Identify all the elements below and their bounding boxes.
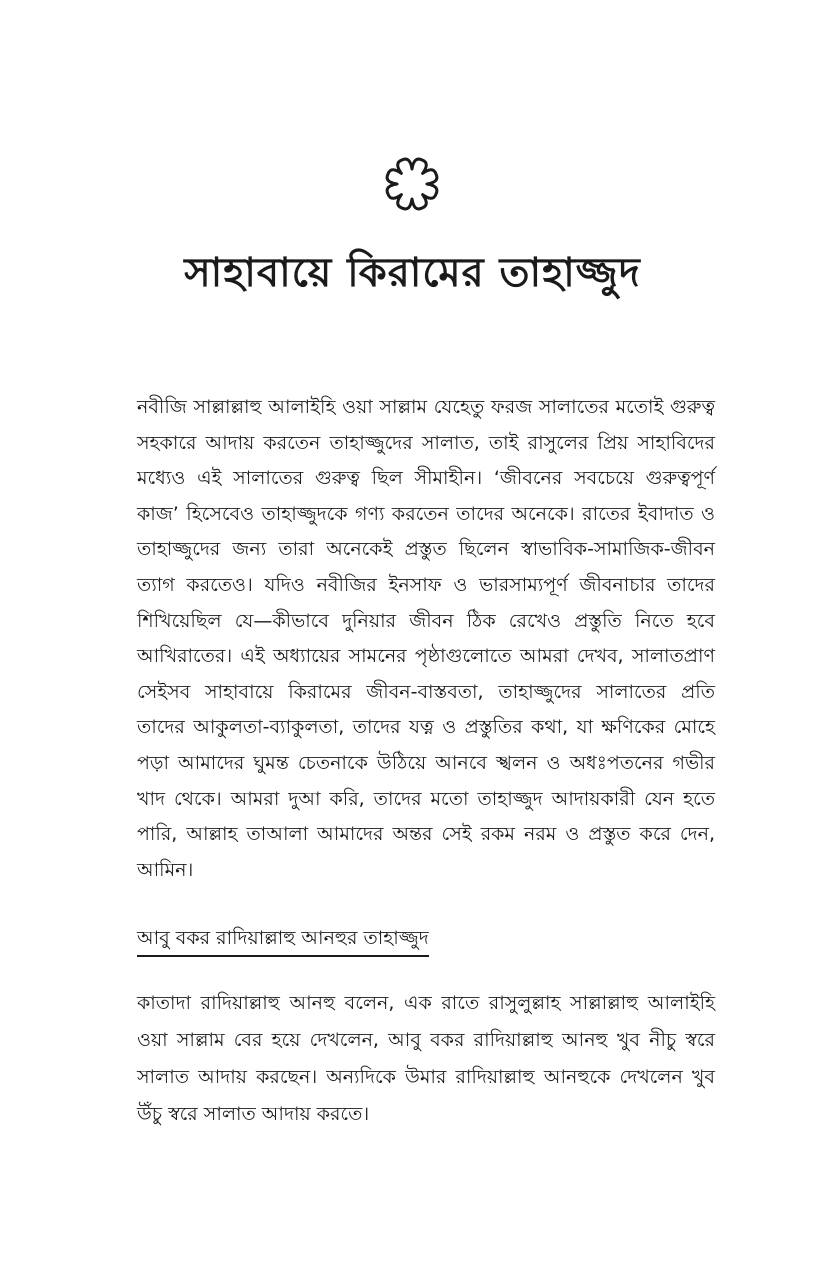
chapter-title: সাহাবায়ে কিরামের তাহাজ্জুদ bbox=[184, 250, 641, 296]
eight-point-flower-ornament-icon bbox=[382, 152, 442, 216]
section-heading-container bbox=[137, 922, 715, 957]
section-heading: আবু বকর রাদিয়াল্লাহু আনহুর তাহাজ্জুদ bbox=[137, 922, 429, 957]
story-paragraph: কাতাদা রাদিয়াল্লাহু আনহু বলেন, এক রাতে রাসুলুল্লাহ সাল্লাল্লাহু আলাইহি ওয়া সাল্লাম বের হয়ে দেখলেন, আবু বকর রাদিয়াল্লাহু আনহু খুব নীচু স্বরে সালাত আদায় করছেন। অন্যদিকে উমার রাদিয়াল্লাহু আনহুকে দেখলেন খুব উঁচু স্বরে সালাত আদায় করতে। bbox=[137, 992, 715, 1125]
intro-paragraph: নবীজি সাল্লাল্লাহু আলাইহি ওয়া সাল্লাম যেহেতু ফরজ সালাতের মতোই গুরুত্ব সহকারে আদায় করতেন তাহাজ্জুদের সালাত, তাই রাসুলের প্রিয় সাহাবিদের মধ্যেও এই সালাতের গুরুত্ব ছিল সীমাহীন। ‘জীবনের সবচেয়ে গুরুত্বপূর্ণ কাজ’ হিসেবেও তাহাজ্জুদকে গণ্য করতেন তাদের অনেকে। রাতের ইবাদাত ও তাহাজ্জুদের জন্য তারা অনেকেই প্রস্তুত ছিলেন স্বাভাবিক-সামাজিক-জীবন ত্যাগ করতেও। যদিও নবীজির ইনসাফ ও ভারসাম্যপূর্ণ জীবনাচার তাদের শিখিয়েছিল যে—কীভাবে দুনিয়ার জীবন ঠিক রেখেও প্রস্তুতি নিতে হবে আখিরাতের। এই অধ্যায়ের সামনের পৃষ্ঠাগুলোতে আমরা দেখব, সালাতপ্রাণ সেইসব সাহাবায়ে কিরামের জীবন-বাস্তবতা, তাহাজ্জুদের সালাতের প্রতি তাদের আকুলতা-ব্যাকুলতা, তাদের যত্ন ও প্রস্তুতির কথা, যা ক্ষণিকের মোহে পড়া আমাদের ঘুমন্ত চেতনাকে উঠিয়ে আনবে স্খলন ও অধঃপতনের গভীর খাদ থেকে। আমরা দুআ করি, তাদের মতো তাহাজ্জুদ আদায়কারী যেন হতে পারি, আল্লাহ তাআলা আমাদের অন্তর সেই রকম নরম ও প্রস্তুত করে দেন, আমিন। bbox=[137, 396, 715, 881]
chapter-ornament bbox=[382, 152, 442, 216]
